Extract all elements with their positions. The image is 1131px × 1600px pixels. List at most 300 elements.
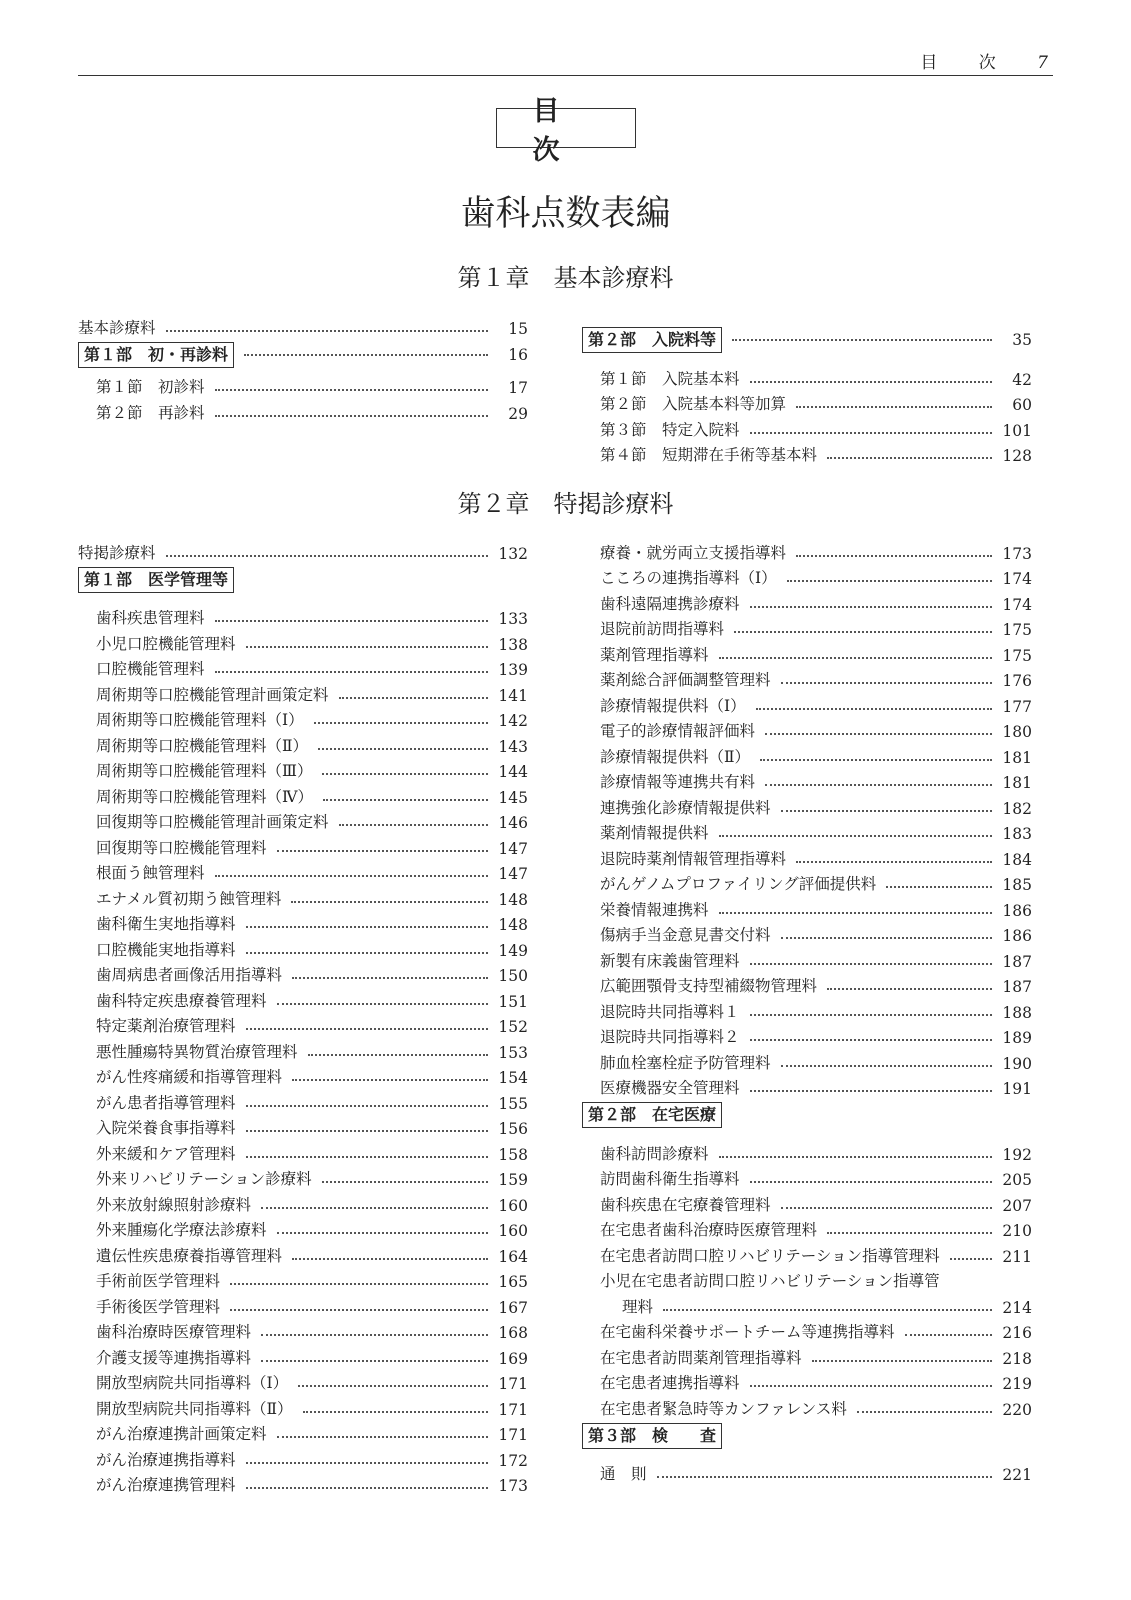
- toc-entry: [582, 363, 1032, 389]
- dot-leader: [719, 912, 992, 914]
- dot-leader: [298, 1385, 488, 1387]
- dot-leader: [339, 824, 488, 826]
- toc-entry: [78, 397, 528, 423]
- entry-label: 口腔機能管理料: [96, 660, 205, 678]
- dot-leader: [760, 759, 992, 761]
- dot-leader: [322, 773, 488, 775]
- entry-label: 在宅患者歯科治療時医療管理料: [600, 1221, 818, 1239]
- entry-label: 小児在宅患者訪問口腔リハビリテーション指導管: [600, 1272, 940, 1290]
- dot-leader: [827, 457, 992, 459]
- running-title: 目 次: [920, 53, 1014, 73]
- entry-page: 172: [498, 1451, 528, 1470]
- dot-leader: [230, 1309, 488, 1311]
- dot-leader: [796, 861, 992, 863]
- toc-entry: [78, 1342, 528, 1368]
- entry-page: 160: [498, 1222, 528, 1240]
- entry-page: 128: [1002, 447, 1032, 465]
- entry-label: 特掲診療料: [78, 543, 156, 562]
- entry-page: 181: [1002, 774, 1032, 792]
- entry-page: 188: [1002, 1003, 1032, 1022]
- toc-entry: [78, 756, 528, 782]
- entry-label: 開放型病院共同指導料（Ⅱ）: [96, 1399, 293, 1418]
- dot-leader: [750, 1014, 992, 1016]
- entry-page: 35: [1012, 331, 1032, 349]
- entry-label: がん患者指導管理料: [96, 1093, 236, 1112]
- dot-leader: [750, 1385, 992, 1387]
- toc-entry: [78, 909, 528, 935]
- toc-entry: [78, 1317, 528, 1343]
- entry-label: 第２節 再診料: [96, 403, 205, 422]
- toc-entry: [582, 1266, 1032, 1292]
- entry-label: 在宅患者訪問口腔リハビリテーション指導管理料: [600, 1246, 940, 1265]
- entry-label: 周術期等口腔機能管理料（Ⅰ）: [96, 711, 304, 729]
- entry-label: 小児口腔機能管理料: [96, 634, 236, 653]
- toc-entry: [78, 934, 528, 960]
- toc-entry: [78, 1215, 528, 1241]
- dot-leader: [765, 784, 992, 786]
- section-heading: 第２部 入院料等: [582, 327, 722, 353]
- entry-page: 146: [498, 814, 528, 832]
- section-heading: 第１部 初・再診料: [78, 342, 234, 368]
- dot-leader: [215, 389, 488, 391]
- entry-label: 手術後医学管理料: [96, 1297, 221, 1316]
- section-row: [582, 1098, 1032, 1132]
- entry-label: 在宅患者連携指導料: [600, 1374, 740, 1392]
- chapter-1-left-column: [78, 312, 528, 423]
- entry-page: 177: [1002, 697, 1032, 716]
- dot-leader: [230, 1283, 488, 1285]
- section-heading: 第３部 検 査: [582, 1423, 722, 1449]
- entry-page: 148: [498, 890, 528, 909]
- toc-entry: [78, 679, 528, 705]
- entry-page: 60: [1012, 396, 1032, 414]
- entry-label: 第３節 特定入院料: [600, 420, 740, 439]
- dot-leader: [719, 835, 992, 837]
- entry-page: 216: [1002, 1324, 1032, 1342]
- toc-entry: [78, 858, 528, 884]
- page-number: 7: [1037, 53, 1048, 73]
- dot-leader: [750, 1181, 992, 1183]
- entry-label: 傷病手当金意見書交付料: [600, 926, 771, 944]
- entry-label: がん治療連携管理料: [96, 1476, 236, 1494]
- entry-page: 158: [498, 1145, 528, 1164]
- entry-page: 139: [498, 661, 528, 679]
- dot-leader: [277, 850, 488, 852]
- entry-page: 171: [498, 1375, 528, 1393]
- dot-leader: [886, 886, 992, 888]
- dot-leader: [750, 381, 992, 383]
- entry-label: 退院時薬剤情報管理指導料: [600, 849, 787, 868]
- dot-leader: [166, 555, 488, 557]
- toc-entry: [78, 1036, 528, 1062]
- entry-page: 181: [1002, 748, 1032, 767]
- entry-page: 180: [1002, 723, 1032, 741]
- entry-label: 訪問歯科衛生指導料: [600, 1170, 740, 1188]
- entry-label: 悪性腫瘍特異物質治療管理料: [96, 1042, 298, 1061]
- dot-leader: [781, 682, 992, 684]
- entry-page: 16: [508, 345, 528, 364]
- dot-leader: [246, 952, 488, 954]
- entry-label: 肺血栓塞栓症予防管理料: [600, 1053, 771, 1072]
- entry-label: 外来リハビリテーション診療料: [96, 1170, 312, 1188]
- entry-label: 周術期等口腔機能管理料（Ⅲ）: [96, 762, 313, 780]
- entry-label: 歯科遠隔連携診療料: [600, 594, 740, 613]
- header-rule: [78, 75, 1053, 76]
- entry-page: 191: [1002, 1080, 1032, 1098]
- entry-label: 口腔機能実地指導料: [96, 940, 236, 959]
- entry-page: 15: [508, 319, 528, 338]
- chapter-2-right-column: [582, 537, 1032, 1484]
- entry-label: 退院時共同指導料１: [600, 1002, 740, 1021]
- entry-label: 歯科特定疾患療養管理料: [96, 991, 267, 1010]
- toc-entry: [582, 894, 1032, 920]
- toc-entry: [78, 372, 528, 398]
- dot-leader: [756, 708, 992, 710]
- entry-label: 歯科訪問診療料: [600, 1144, 709, 1163]
- entry-label: 第４節 短期滞在手術等基本料: [600, 446, 818, 464]
- entry-page: 182: [1002, 799, 1032, 818]
- toc-entry: [78, 1444, 528, 1470]
- section-row: [78, 563, 528, 597]
- entry-label: がんゲノムプロファイリング評価提供料: [600, 875, 877, 893]
- entry-label: 在宅患者訪問薬剤管理指導料: [600, 1348, 802, 1367]
- toc-entry: [78, 628, 528, 654]
- entry-page: 151: [498, 992, 528, 1011]
- entry-page: 171: [498, 1400, 528, 1419]
- entry-label: 新製有床義歯管理料: [600, 951, 740, 970]
- toc-entry: [78, 807, 528, 833]
- entry-page: 207: [1002, 1196, 1032, 1215]
- dot-leader: [246, 646, 488, 648]
- toc-entry: [582, 1317, 1032, 1343]
- entry-label: 回復期等口腔機能管理計画策定料: [96, 813, 329, 831]
- entry-label: 医療機器安全管理料: [600, 1079, 740, 1097]
- toc-entry: [582, 1022, 1032, 1048]
- entry-page: 185: [1002, 876, 1032, 894]
- dot-leader: [734, 631, 992, 633]
- toc-entry: [78, 705, 528, 731]
- dot-leader: [246, 1156, 488, 1158]
- dot-leader: [314, 722, 488, 724]
- toc-entry: [582, 563, 1032, 589]
- entry-label: 介護支援等連携指導料: [96, 1348, 252, 1367]
- entry-page: 210: [1002, 1222, 1032, 1240]
- toc-entry: [78, 1189, 528, 1215]
- entry-label: 周術期等口腔機能管理計画策定料: [96, 685, 329, 704]
- toc-entry: [78, 1368, 528, 1394]
- dot-leader: [796, 555, 992, 557]
- entry-label: 手術前医学管理料: [96, 1272, 221, 1290]
- toc-entry: [582, 971, 1032, 997]
- entry-page: 142: [498, 712, 528, 730]
- toc-entry: [582, 741, 1032, 767]
- toc-entry: [78, 1470, 528, 1496]
- toc-entry: [582, 1459, 1032, 1485]
- toc-entry: [78, 312, 528, 338]
- toc-entry: [582, 614, 1032, 640]
- entry-label: 外来緩和ケア管理料: [96, 1144, 236, 1163]
- dot-leader: [322, 1181, 488, 1183]
- toc-entry: [78, 1011, 528, 1037]
- toc-entry: [78, 1291, 528, 1317]
- toc-entry: [78, 1164, 528, 1190]
- entry-page: 160: [498, 1196, 528, 1215]
- dot-leader: [750, 1039, 992, 1041]
- dot-leader: [261, 1207, 488, 1209]
- entry-label: 診療情報提供料（Ⅱ）: [600, 747, 751, 766]
- toc-entry: [582, 1164, 1032, 1190]
- entry-page: 155: [498, 1094, 528, 1113]
- toc-entry: [78, 603, 528, 629]
- chapter-2-left-column: [78, 537, 528, 1495]
- entry-page: 173: [498, 1477, 528, 1495]
- entry-page: 147: [498, 839, 528, 858]
- chapter-1-title: 第１章 基本診療料: [457, 264, 674, 292]
- toc-entry: [78, 1266, 528, 1292]
- dot-leader: [905, 1334, 992, 1336]
- dot-leader: [796, 406, 992, 408]
- dot-leader: [246, 1462, 488, 1464]
- entry-page: 148: [498, 916, 528, 934]
- toc-entry: [78, 985, 528, 1011]
- toc-entry: [78, 1393, 528, 1419]
- entry-label: 外来腫瘍化学療法診療料: [96, 1221, 267, 1239]
- entry-label: がん性疼痛緩和指導管理料: [96, 1068, 283, 1086]
- entry-label: 診療情報提供料（Ⅰ）: [600, 696, 746, 715]
- dot-leader: [261, 1334, 488, 1336]
- dot-leader: [787, 580, 992, 582]
- toc-entry: [582, 818, 1032, 844]
- entry-label: 歯科衛生実地指導料: [96, 915, 236, 933]
- section-row: [78, 338, 528, 372]
- entry-label: 療養・就労両立支援指導料: [600, 543, 787, 562]
- toc-entry: [582, 1138, 1032, 1164]
- entry-page: 101: [1002, 421, 1032, 440]
- dot-leader: [215, 875, 488, 877]
- entry-label: 薬剤管理指導料: [600, 645, 709, 664]
- toc-entry: [582, 1368, 1032, 1394]
- entry-page: 186: [1002, 901, 1032, 920]
- toc-entry: [78, 1087, 528, 1113]
- entry-label: 歯科疾患管理料: [96, 609, 205, 627]
- entry-page: 169: [498, 1349, 528, 1368]
- entry-page: 17: [508, 379, 528, 397]
- entry-page: 187: [1002, 978, 1032, 996]
- toc-entry: [582, 389, 1032, 415]
- entry-page: 184: [1002, 850, 1032, 869]
- entry-label: 入院栄養食事指導料: [96, 1119, 236, 1137]
- entry-page: 154: [498, 1069, 528, 1087]
- dot-leader: [166, 330, 488, 332]
- dot-leader: [277, 1232, 488, 1234]
- entry-label: 第１節 初診料: [96, 378, 205, 396]
- entry-label: 広範囲顎骨支持型補綴物管理料: [600, 977, 818, 995]
- entry-page: 183: [1002, 825, 1032, 843]
- dot-leader: [719, 1156, 992, 1158]
- dot-leader: [732, 339, 992, 341]
- dot-leader: [318, 748, 488, 750]
- section-heading: 第２部 在宅医療: [582, 1102, 722, 1128]
- entry-page: 187: [1002, 952, 1032, 971]
- dot-leader: [277, 1436, 488, 1438]
- entry-label: 薬剤情報提供料: [600, 824, 709, 842]
- dot-leader: [308, 1054, 488, 1056]
- entry-page: 189: [1002, 1029, 1032, 1047]
- toc-title: 目次: [496, 108, 636, 148]
- toc-entry: [78, 1113, 528, 1139]
- entry-label: 歯周病患者画像活用指導料: [96, 966, 283, 984]
- part-title: 歯科点数表編: [460, 194, 671, 234]
- entry-label: 開放型病院共同指導料（Ⅰ）: [96, 1374, 289, 1392]
- dot-leader: [339, 697, 488, 699]
- toc-entry: [582, 1047, 1032, 1073]
- entry-page: 156: [498, 1120, 528, 1138]
- toc-entry: [78, 1419, 528, 1445]
- entry-page: 175: [1002, 646, 1032, 665]
- entry-page: 174: [1002, 595, 1032, 614]
- dot-leader: [781, 1207, 992, 1209]
- dot-leader: [781, 1065, 992, 1067]
- dot-leader: [827, 988, 992, 990]
- entry-label: 退院前訪問指導料: [600, 620, 725, 638]
- toc-entry: [582, 1342, 1032, 1368]
- running-header: [920, 48, 1048, 73]
- entry-label: 連携強化診療情報提供料: [600, 798, 771, 817]
- section-row: [582, 323, 1032, 357]
- entry-label: 外来放射線照射診療料: [96, 1195, 252, 1214]
- dot-leader: [719, 657, 992, 659]
- entry-label: がん治療連携計画策定料: [96, 1425, 267, 1443]
- entry-label: 第２節 入院基本料等加算: [600, 395, 787, 413]
- chapter-1-right-column: [582, 323, 1032, 465]
- entry-page: 220: [1002, 1400, 1032, 1419]
- dot-leader: [277, 1003, 488, 1005]
- toc-entry: [582, 537, 1032, 563]
- toc-entry: [582, 843, 1032, 869]
- dot-leader: [292, 1079, 488, 1081]
- dot-leader: [950, 1258, 992, 1260]
- entry-page: 171: [498, 1426, 528, 1444]
- entry-label: 電子的診療情報評価料: [600, 722, 756, 740]
- entry-label: がん治療連携指導料: [96, 1450, 236, 1469]
- entry-page: 173: [1002, 544, 1032, 563]
- entry-page: 211: [1002, 1247, 1032, 1266]
- toc-entry: [78, 654, 528, 680]
- entry-label: 周術期等口腔機能管理料（Ⅳ）: [96, 787, 313, 806]
- entry-page: 147: [498, 865, 528, 883]
- entry-page: 168: [498, 1324, 528, 1342]
- entry-page: 42: [1012, 370, 1032, 389]
- entry-label: 基本診療料: [78, 318, 156, 337]
- toc-entry: [582, 996, 1032, 1022]
- entry-label: 歯科疾患在宅療養管理料: [600, 1195, 771, 1214]
- entry-page: 190: [1002, 1054, 1032, 1073]
- entry-label: 退院時共同指導料２: [600, 1028, 740, 1046]
- dot-leader: [323, 799, 488, 801]
- toc-entry: [582, 440, 1032, 466]
- toc-entry: [78, 832, 528, 858]
- entry-label: 理料: [622, 1297, 654, 1316]
- dot-leader: [857, 1411, 992, 1413]
- toc-entry: [78, 730, 528, 756]
- entry-page: 133: [498, 610, 528, 628]
- entry-page: 176: [1002, 672, 1032, 690]
- dot-leader: [663, 1309, 992, 1311]
- toc-entry: [582, 920, 1032, 946]
- dot-leader: [246, 1487, 488, 1489]
- entry-page: 221: [1002, 1466, 1032, 1484]
- entry-page: 138: [498, 635, 528, 654]
- entry-label: こころの連携指導料（Ⅰ）: [600, 569, 777, 587]
- dot-leader: [215, 415, 488, 417]
- entry-label: 在宅歯科栄養サポートチーム等連携指導料: [600, 1323, 895, 1341]
- dot-leader: [750, 606, 992, 608]
- dot-leader: [244, 354, 488, 356]
- dot-leader: [750, 432, 992, 434]
- entry-label: 歯科治療時医療管理料: [96, 1323, 252, 1341]
- entry-label: 栄養情報連携料: [600, 900, 709, 919]
- toc-entry: [582, 588, 1032, 614]
- section-row: [582, 1419, 1032, 1453]
- toc-entry: [582, 1215, 1032, 1241]
- toc-entry: [78, 883, 528, 909]
- dot-leader: [246, 1028, 488, 1030]
- dot-leader: [215, 620, 488, 622]
- entry-page: 165: [498, 1273, 528, 1291]
- entry-page: 145: [498, 788, 528, 807]
- entry-label: エナメル質初期う蝕管理料: [96, 889, 282, 908]
- dot-leader: [812, 1360, 992, 1362]
- entry-page: 153: [498, 1043, 528, 1062]
- dot-leader: [261, 1360, 488, 1362]
- entry-page: 144: [498, 763, 528, 781]
- toc-entry: [582, 716, 1032, 742]
- dot-leader: [765, 733, 992, 735]
- entry-page: 149: [498, 941, 528, 960]
- toc-entry: [582, 414, 1032, 440]
- toc-entry: [582, 1393, 1032, 1419]
- dot-leader: [292, 1258, 488, 1260]
- entry-label: 遺伝性疾患療養指導管理料: [96, 1246, 283, 1265]
- dot-leader: [246, 926, 488, 928]
- dot-leader: [750, 963, 992, 965]
- entry-page: 143: [498, 737, 528, 756]
- dot-leader: [303, 1411, 488, 1413]
- toc-entry: [78, 781, 528, 807]
- entry-page: 214: [1002, 1298, 1032, 1317]
- entry-label: 第１節 入院基本料: [600, 369, 740, 388]
- entry-page: 159: [498, 1171, 528, 1189]
- toc-entry: [78, 537, 528, 563]
- dot-leader: [750, 1090, 992, 1092]
- entry-page: 175: [1002, 621, 1032, 639]
- dot-leader: [292, 977, 488, 979]
- entry-label: 在宅患者緊急時等カンファレンス料: [600, 1399, 847, 1418]
- dot-leader: [781, 810, 992, 812]
- entry-label: 通 則: [600, 1465, 647, 1483]
- entry-page: 29: [508, 404, 528, 423]
- toc-entry: [582, 690, 1032, 716]
- dot-leader: [827, 1232, 992, 1234]
- toc-entry: [78, 1240, 528, 1266]
- entry-page: 132: [498, 544, 528, 563]
- dot-leader: [781, 937, 992, 939]
- entry-page: 192: [1002, 1145, 1032, 1164]
- dot-leader: [291, 901, 488, 903]
- entry-page: 152: [498, 1018, 528, 1036]
- toc-entry: [78, 1062, 528, 1088]
- toc-entry: [582, 792, 1032, 818]
